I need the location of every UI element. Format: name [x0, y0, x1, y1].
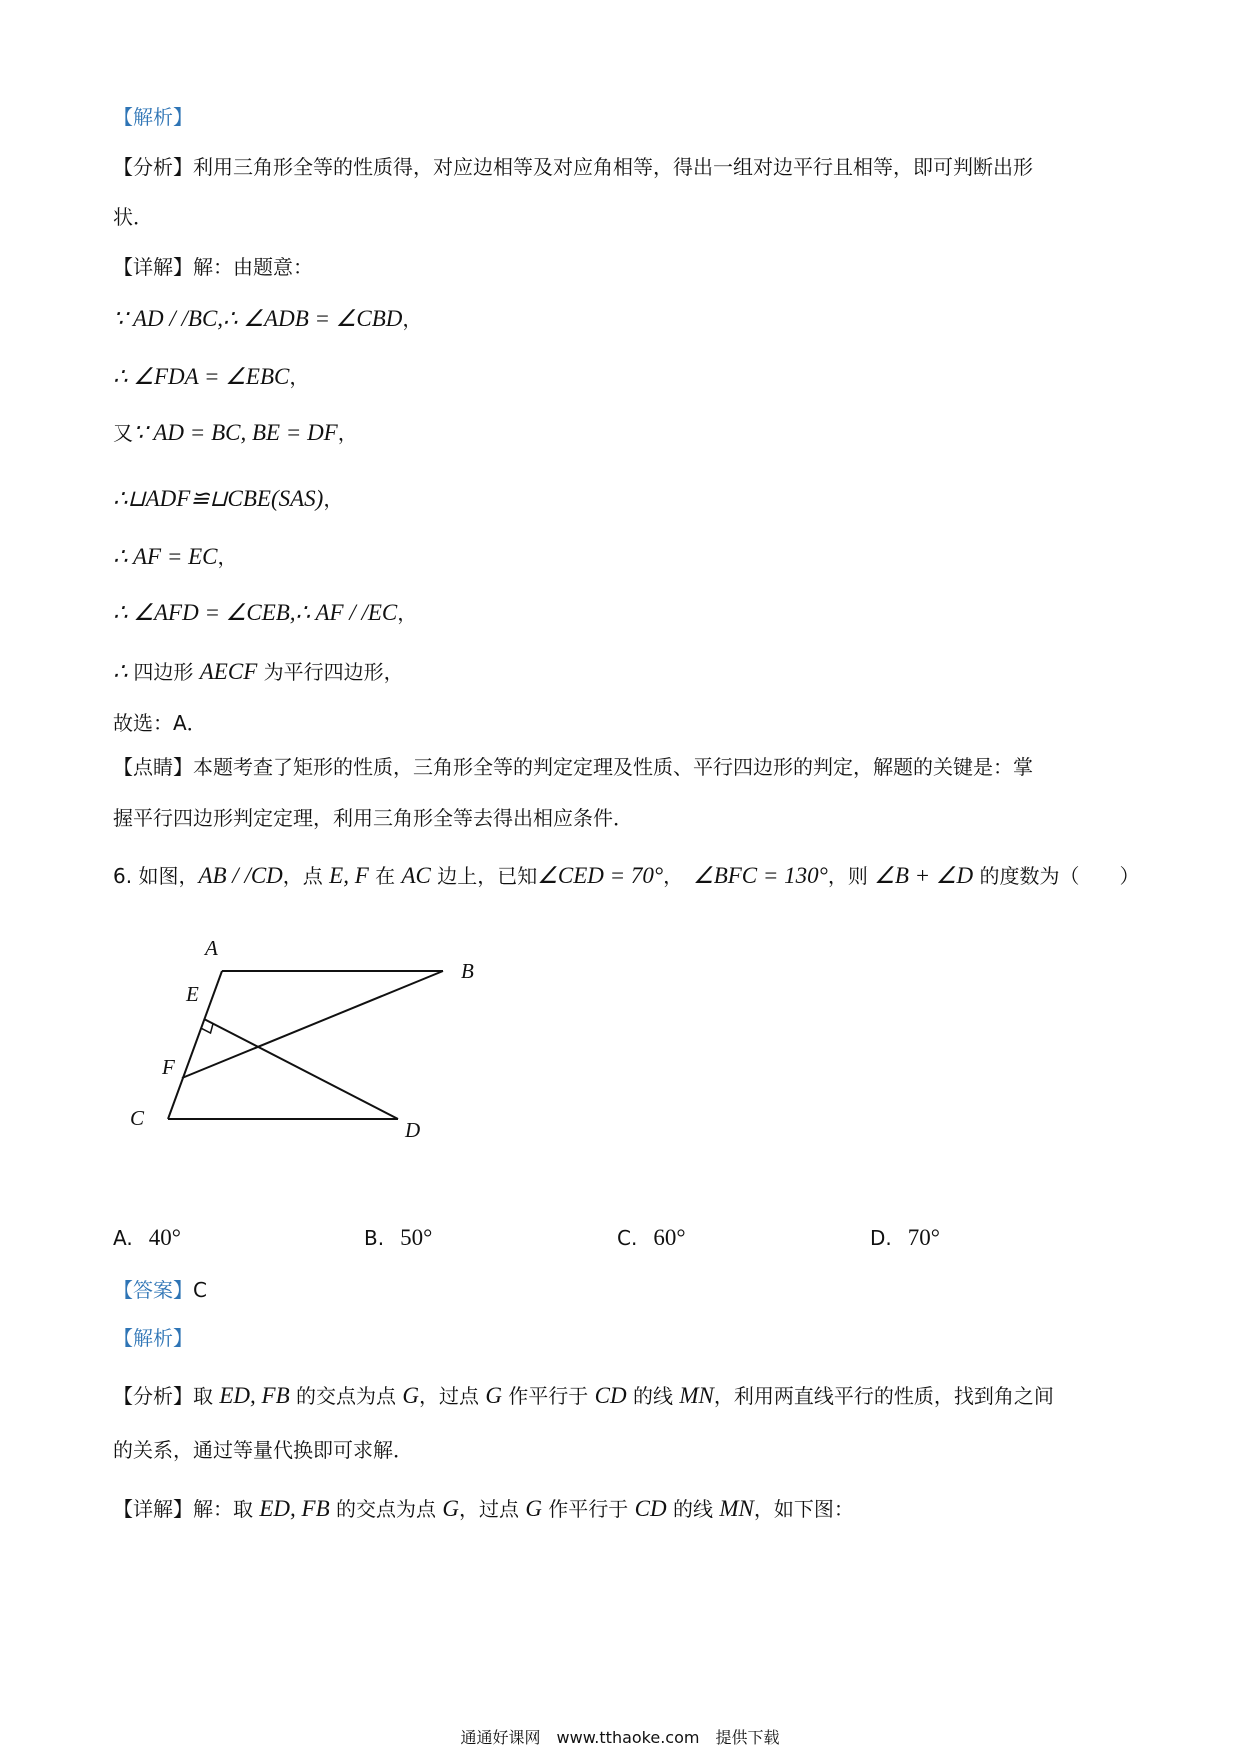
text-run: ，过点: [458, 1497, 526, 1521]
line-analysis-label-1: [113, 107, 193, 127]
math-expression: CD: [634, 1496, 667, 1521]
text-run: 状．: [113, 205, 153, 229]
math-expression: ∠BFC = 130°: [693, 863, 828, 888]
question-6-stem: [113, 864, 1140, 887]
math-expression: MN: [719, 1496, 754, 1521]
line-analysis-2: [113, 1384, 1054, 1407]
line-answer: [113, 1280, 207, 1300]
line-choice: [113, 713, 207, 733]
line-analysis-label-2: [113, 1328, 193, 1348]
segment-ed: [204, 1019, 398, 1119]
option-a: [113, 1226, 181, 1249]
line-step-5: [113, 545, 237, 568]
text-run: 作平行于: [541, 1497, 635, 1521]
math-expression: E, F: [329, 863, 369, 888]
math-expression: MN: [679, 1383, 714, 1408]
option-a-value: 40°: [148, 1225, 181, 1250]
text-run: 又: [113, 421, 133, 445]
text-run: ，: [397, 601, 418, 625]
text-run: 的交点为点: [329, 1497, 443, 1521]
line-step-1: [113, 307, 422, 330]
text-run: 为平行四边形，: [257, 660, 404, 684]
text-run: 四边形: [133, 660, 200, 684]
line-comment-1: [113, 757, 1033, 777]
option-d-letter: D.: [870, 1226, 892, 1250]
math-expression: CD: [594, 1383, 627, 1408]
text-run: 在: [368, 864, 402, 888]
text-run: 握平行四边形判定定理，利用三角形全等去得出相应条件．: [113, 806, 633, 830]
math-expression: G: [485, 1383, 502, 1408]
line-step-2: [113, 365, 309, 388]
point-label-f: F: [162, 1055, 175, 1079]
option-b: [364, 1226, 432, 1249]
text-run: 故选：A．: [113, 711, 207, 735]
line-step-7: [113, 660, 404, 683]
math-expression: ∴ AF = EC: [113, 544, 218, 569]
math-expression: AB / /CD: [198, 863, 283, 888]
option-a-letter: A.: [113, 1226, 133, 1250]
math-expression: ∴ ∠AFD = ∠CEB,∴ AF / /EC: [113, 600, 398, 625]
text-run: 边上，已知: [430, 864, 538, 888]
text-run: ，: [289, 365, 310, 389]
option-c-letter: C.: [617, 1226, 638, 1250]
text-run: 【详解】解：取: [113, 1497, 260, 1521]
text-run: 【分析】利用三角形全等的性质得，对应边相等及对应角相等，得出一组对边平行且相等，即可判断出形: [113, 155, 1033, 179]
math-expression: ∵ AD / /BC,∴ ∠ADB = ∠CBD: [113, 306, 403, 331]
line-step-4: [113, 487, 343, 510]
point-label-c: C: [130, 1106, 145, 1130]
line-detail-start: [113, 257, 313, 277]
text-run: ，则: [827, 864, 875, 888]
line-analysis-2-cont: [113, 1440, 413, 1460]
text-run: 的度数为（ ）: [973, 864, 1140, 888]
math-expression: G: [442, 1496, 459, 1521]
line-analysis-1-cont: [113, 207, 153, 227]
geometry-figure: [118, 925, 498, 1155]
text-run: 的线: [626, 1384, 680, 1408]
text-run: 6. 如图，: [113, 864, 199, 888]
text-run: 的交点为点: [289, 1384, 403, 1408]
math-expression: ∴ ∠FDA = ∠EBC: [113, 364, 290, 389]
math-expression: G: [402, 1383, 419, 1408]
text-run: ，利用两直线平行的性质，找到角之间: [713, 1384, 1054, 1408]
line-comment-2: [113, 808, 633, 828]
point-label-e: E: [186, 982, 199, 1006]
text-run: ，: [323, 487, 344, 511]
right-angle-mark: [202, 1024, 213, 1033]
math-expression: G: [525, 1496, 542, 1521]
segment-fb: [182, 971, 443, 1078]
option-c-value: 60°: [653, 1225, 686, 1250]
section-tag: 【解析】: [113, 105, 193, 129]
line-analysis-1: [113, 157, 1033, 177]
text-run: C: [193, 1278, 207, 1302]
text-run: 的关系，通过等量代换即可求解．: [113, 1438, 413, 1462]
text-run: 【详解】解：由题意：: [113, 255, 313, 279]
point-label-d: D: [405, 1118, 421, 1142]
option-b-letter: B.: [364, 1226, 385, 1250]
math-expression: ED, FB: [219, 1383, 290, 1408]
option-d-value: 70°: [907, 1225, 940, 1250]
math-expression: ∵ AD = BC, BE = DF: [133, 420, 338, 445]
text-run: 【点睛】本题考查了矩形的性质，三角形全等的判定定理及性质、平行四边形的判定，解题的关键是：掌: [113, 755, 1033, 779]
math-expression: ∴⊔ADF≌⊔CBE(SAS): [113, 486, 324, 511]
math-expression: AECF: [199, 659, 258, 684]
text-run: 的线: [666, 1497, 720, 1521]
math-expression: ∠CED = 70°: [537, 863, 664, 888]
text-run: ，点: [282, 864, 330, 888]
point-label-a: A: [205, 936, 218, 960]
section-tag: 【答案】: [113, 1278, 193, 1302]
option-c: [617, 1226, 686, 1249]
line-step-6: [113, 601, 417, 624]
math-expression: ED, FB: [259, 1496, 330, 1521]
line-detail-2: [113, 1497, 854, 1520]
option-d: [870, 1226, 940, 1249]
line-step-3: [113, 421, 358, 444]
text-run: ，过点: [418, 1384, 486, 1408]
page-footer: 通通好课网 www.tthaoke.com 提供下载: [460, 1728, 780, 1747]
text-run: ，: [337, 421, 358, 445]
point-label-b: B: [461, 959, 474, 983]
math-expression: ∠B + ∠D: [874, 863, 974, 888]
text-run: ，如下图：: [753, 1497, 854, 1521]
option-b-value: 50°: [400, 1225, 433, 1250]
text-run: 作平行于: [501, 1384, 595, 1408]
math-expression: ∴: [113, 659, 134, 684]
text-run: ，: [402, 307, 423, 331]
text-run: ，: [217, 545, 238, 569]
math-expression: AC: [401, 863, 431, 888]
section-tag: 【解析】: [113, 1326, 193, 1350]
text-run: 【分析】取: [113, 1384, 220, 1408]
text-run: ，: [663, 864, 694, 888]
